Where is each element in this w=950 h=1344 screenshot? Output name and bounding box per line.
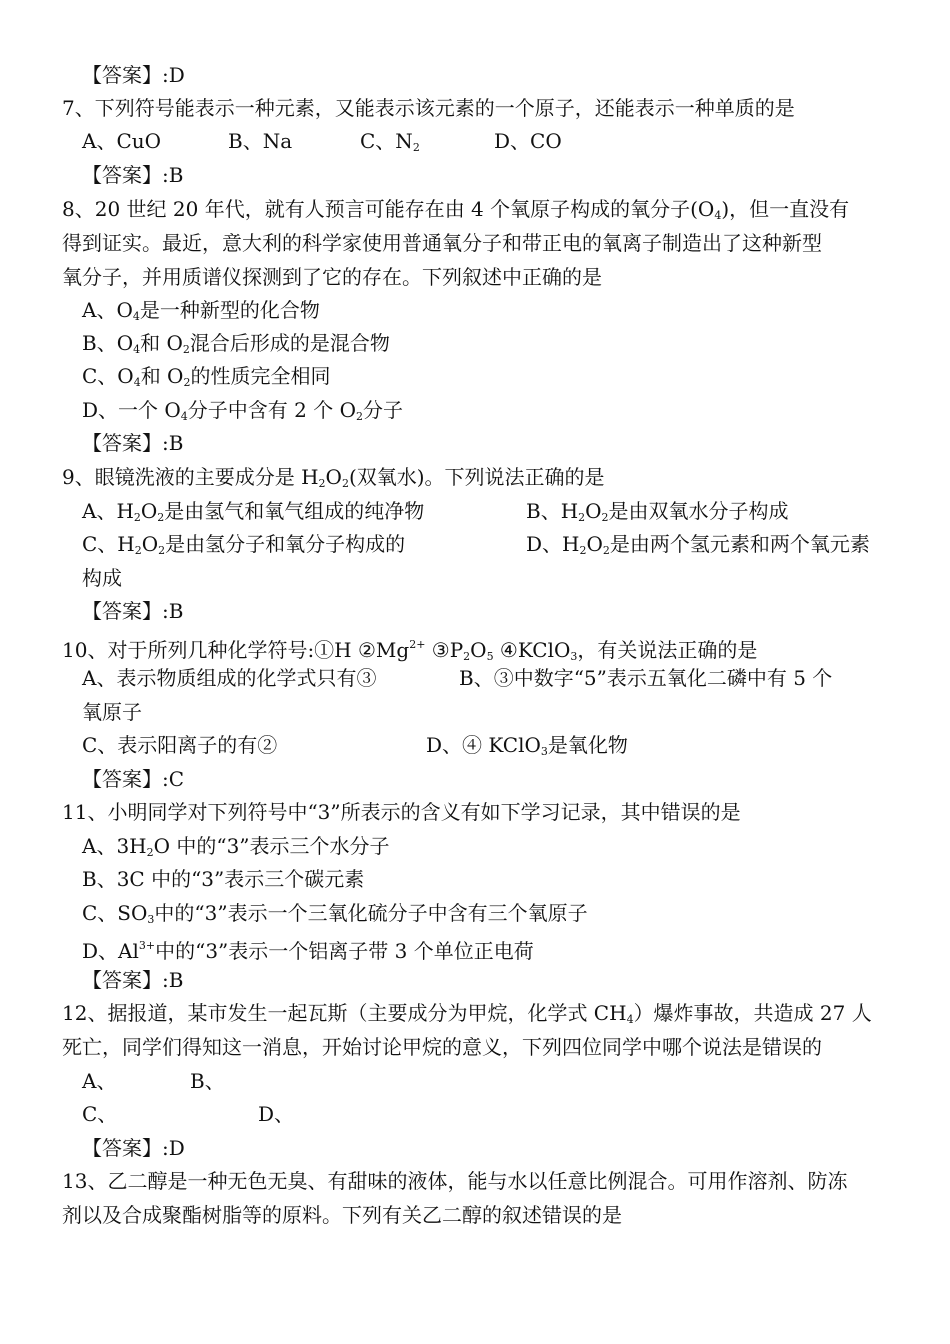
q9-option-d: D、$H_2O_2$是由两个氢元素和两个氧元素 <box>526 532 870 557</box>
q13-stem-line1: 13、乙二醇是一种无色无臭、有甜味的液体，能与水以任意比例混合。可用作溶剂、防冻 <box>62 1169 848 1193</box>
answer-q7: 【答案】:B <box>82 163 184 187</box>
q12-option-c: C、 <box>82 1102 118 1126</box>
q8-stem-line1: 8、20 世纪 20 年代，就有人预言可能存在由 4 个氧原子构成的氧分子$(O_4)$，但一直没有 <box>62 197 850 222</box>
q12-option-b: B、 <box>190 1069 225 1093</box>
q10-option-a: A、表示物质组成的化学式只有③ <box>82 666 377 690</box>
q9-option-b: B、$H_2O_2$是由双氧水分子构成 <box>526 499 789 524</box>
answer-q10: 【答案】:C <box>82 767 185 791</box>
q10-option-b: B、③中数字“5”表示五氧化二磷中有 5 个 <box>459 666 833 690</box>
q10-option-d: D、④ KClO$_3$是氧化物 <box>426 733 628 758</box>
q8-stem-line3: 氧分子，并用质谱仪探测到了它的存在。下列叙述中正确的是 <box>62 265 602 289</box>
q8-option-a: A、$O_4$是一种新型的化合物 <box>82 298 320 323</box>
q12-option-d: D、 <box>258 1102 295 1126</box>
q10-option-c: C、表示阳离子的有② <box>82 733 278 757</box>
answer-q6: 【答案】:D <box>82 63 185 87</box>
q8-option-b: B、$O_4$和 $O_2$混合后形成的是混合物 <box>82 331 390 356</box>
q11-option-d: D、$Al^{3+}$中的“3”表示一个铝离子带 3 个单位正电荷 <box>82 939 534 963</box>
q7-option-a: A、CuO <box>82 129 162 153</box>
q7-option-d: D、CO <box>494 129 562 153</box>
q10-option-b-cont: 氧原子 <box>82 700 142 724</box>
answer-q8: 【答案】:B <box>82 431 184 455</box>
q9-stem: 9、眼镜洗液的主要成分是 $H_2O_2$(双氧水)。下列说法正确的是 <box>62 465 605 490</box>
q12-stem-line2: 死亡，同学们得知这一消息，开始讨论甲烷的意义，下列四位同学中哪个说法是错误的 <box>62 1035 822 1059</box>
q7-option-c: C、$N_2$ <box>360 129 420 154</box>
answer-q11: 【答案】:B <box>82 968 184 992</box>
answer-q12: 【答案】:D <box>82 1136 185 1160</box>
q11-stem: 11、小明同学对下列符号中“3”所表示的含义有如下学习记录，其中错误的是 <box>62 800 741 824</box>
q9-option-a: A、$H_2O_2$是由氢气和氧气组成的纯净物 <box>82 499 425 524</box>
q9-option-c: C、$H_2O_2$是由氢分子和氧分子构成的 <box>82 532 406 557</box>
q9-option-d-cont: 构成 <box>82 566 122 590</box>
answer-q9: 【答案】:B <box>82 599 184 623</box>
q10-stem: 10、对于所列几种化学符号:①H $②Mg^{2+}$ $③P_2O_5$ ④KClO$_3$，有关说法正确的是 <box>62 638 758 663</box>
q8-stem-line2: 得到证实。最近，意大利的科学家使用普通氧分子和带正电的氧离子制造出了这种新型 <box>62 231 822 255</box>
q8-option-c: C、$O_4$和 $O_2$的性质完全相同 <box>82 364 331 389</box>
q11-option-c: C、$SO_3$中的“3”表示一个三氧化硫分子中含有三个氧原子 <box>82 901 588 926</box>
q11-option-b: B、3C 中的“3”表示三个碳元素 <box>82 867 365 891</box>
q12-option-a: A、 <box>82 1069 117 1093</box>
q11-option-a: A、$3H_2O$ 中的“3”表示三个水分子 <box>82 834 390 859</box>
q7-stem: 7、下列符号能表示一种元素，又能表示该元素的一个原子，还能表示一种单质的是 <box>62 96 795 120</box>
q7-option-b: B、Na <box>228 129 293 153</box>
q13-stem-line2: 剂以及合成聚酯树脂等的原料。下列有关乙二醇的叙述错误的是 <box>62 1203 622 1227</box>
q8-option-d: D、一个 $O_4$分子中含有 2 个 $O_2$分子 <box>82 398 403 423</box>
q12-stem-line1: 12、据报道，某市发生一起瓦斯（主要成分为甲烷，化学式 $CH_4$）爆炸事故，共造成 27 人 <box>62 1001 872 1026</box>
